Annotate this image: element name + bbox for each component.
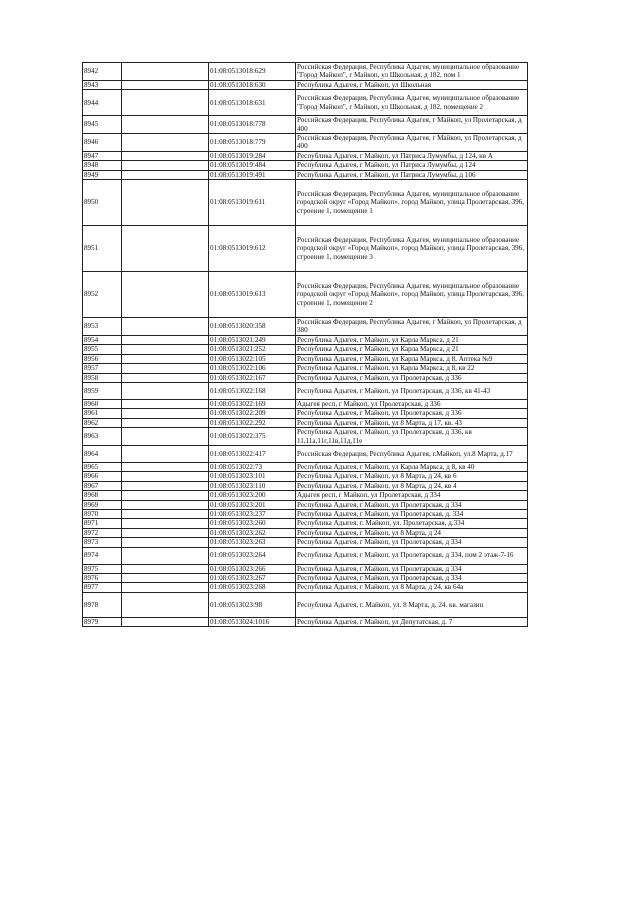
table-row [83, 272, 528, 318]
cadastral-number: 01:08:0513023:98 [209, 592, 296, 617]
table-row [83, 63, 528, 81]
row-number: 8962 [83, 418, 122, 427]
address-cell: Российская Федерация, Республика Адыгея, г Майкоп, ул Пролетарская, д 400 [296, 134, 528, 152]
row-number: 8943 [83, 80, 122, 89]
address-cell: Адыгея респ, г Майкоп, ул Пролетарская, д 334 [296, 491, 528, 500]
table-row [83, 226, 528, 272]
cadastral-number: 01:08:0513022:417 [209, 445, 296, 462]
row-number: 8968 [83, 491, 122, 500]
address-cell: Республика Адыгея, г Майкоп, ул Патриса Лумумбы, д 106 [296, 170, 528, 179]
empty-cell [122, 354, 209, 363]
empty-cell [122, 63, 209, 81]
empty-cell [122, 617, 209, 626]
empty-cell [122, 519, 209, 528]
empty-cell [122, 564, 209, 573]
empty-cell [122, 472, 209, 481]
address-cell: Республика Адыгея, г Майкоп, ул 8 Марта, д 24, кв 6 [296, 472, 528, 481]
cadastral-number: 01:08:0513023:260 [209, 519, 296, 528]
table-row [83, 134, 528, 152]
cadastral-number: 01:08:0513022:209 [209, 409, 296, 418]
row-number: 8954 [83, 335, 122, 344]
table-body [83, 63, 528, 627]
row-number: 8955 [83, 345, 122, 354]
empty-cell [122, 445, 209, 462]
row-number: 8948 [83, 161, 122, 170]
table-row [83, 373, 528, 382]
address-cell: Республика Адыгея, г Майкоп, ул Пролетарская, д 334 [296, 574, 528, 583]
table-row [83, 90, 528, 116]
address-cell: Республика Адыгея, г Майкоп, ул Пролетарская, д 336, кв 41-43 [296, 382, 528, 399]
cadastral-number: 01:08:0513019:284 [209, 151, 296, 160]
row-number: 8973 [83, 538, 122, 547]
row-number: 8963 [83, 428, 122, 446]
empty-cell [122, 528, 209, 537]
table-row [83, 574, 528, 583]
table-row [83, 364, 528, 373]
cadastral-number: 01:08:0513023:201 [209, 500, 296, 509]
address-cell: Республика Адыгея, г Майкоп, ул Депутатская, д. 7 [296, 617, 528, 626]
table-row [83, 519, 528, 528]
property-register-table [82, 62, 528, 627]
row-number: 8967 [83, 481, 122, 490]
row-number: 8957 [83, 364, 122, 373]
cadastral-number: 01:08:0513022:168 [209, 382, 296, 399]
cadastral-number: 01:08:0513023:237 [209, 509, 296, 518]
address-cell: Республика Адыгея, г Майкоп, ул Пролетарская, д 336, кв 11,11а,11г,11в,11д,11е [296, 428, 528, 446]
empty-cell [122, 382, 209, 399]
row-number: 8978 [83, 592, 122, 617]
row-number: 8942 [83, 63, 122, 81]
empty-cell [122, 399, 209, 408]
empty-cell [122, 373, 209, 382]
address-cell: Республика Адыгея, г Майкоп, ул Карла Маркса, д 21 [296, 335, 528, 344]
address-cell: Республика Адыгея, г Майкоп, ул Пролетарская, д 334, пом 2 этаж-7-16 [296, 547, 528, 564]
row-number: 8959 [83, 382, 122, 399]
address-cell: Республика Адыгея, г Майкоп, ул Карла Маркса, д 8, кв 40 [296, 462, 528, 471]
table-row [83, 80, 528, 89]
row-number: 8975 [83, 564, 122, 573]
cadastral-number: 01:08:0513018:778 [209, 116, 296, 134]
address-cell: Российская Федерация, Республика Адыгея, г Майкоп, ул Пролетарская, д 400 [296, 116, 528, 134]
row-number: 8969 [83, 500, 122, 509]
table-row [83, 509, 528, 518]
address-cell: Республика Адыгея, г. Майкоп, ул. 8 Марта, д. 24. кв. магазин [296, 592, 528, 617]
address-cell: Республика Адыгея, г Майкоп, ул 8 Марта, д 24 [296, 528, 528, 537]
cadastral-number: 01:08:0513022:105 [209, 354, 296, 363]
empty-cell [122, 180, 209, 226]
table-row [83, 180, 528, 226]
address-cell: Российская Федерация, Республика Адыгея, муниципальное образование городской округ «Город Майкоп», город Майкоп, улица Пролетарская, 396, строение 1, помещение 2 [296, 272, 528, 318]
row-number: 8976 [83, 574, 122, 583]
row-number: 8952 [83, 272, 122, 318]
empty-cell [122, 134, 209, 152]
cadastral-number: 01:08:0513018:629 [209, 63, 296, 81]
cadastral-number: 01:08:0513021:249 [209, 335, 296, 344]
address-cell: Республика Адыгея, г Майкоп, ул Пролетарская, д 336 [296, 373, 528, 382]
row-number: 8964 [83, 445, 122, 462]
address-cell: Российская Федерация, Республика Адыгея, муниципальное образование городской округ «Город Майкоп», город Майкоп, улица Пролетарская, 396, строение 1, помещение 1 [296, 180, 528, 226]
table-row [83, 318, 528, 336]
table-row [83, 409, 528, 418]
row-number: 8966 [83, 472, 122, 481]
address-cell: Республика Адыгея, г Майкоп, ул Пролетарская, д 334 [296, 500, 528, 509]
address-cell: Республика Адыгея, г Майкоп, ул Карла Маркса, д 8, кв 22 [296, 364, 528, 373]
address-cell: Республика Адыгея, г Майкоп, ул 8 Марта, д 24, кв 64а [296, 583, 528, 592]
empty-cell [122, 151, 209, 160]
address-cell: Республика Адыгея, г Майкоп, ул 8 Марта, д 17, кв. 43 [296, 418, 528, 427]
empty-cell [122, 80, 209, 89]
table-row [83, 500, 528, 509]
cadastral-number: 01:08:0513018:631 [209, 90, 296, 116]
cadastral-number: 01:08:0513022:169 [209, 399, 296, 408]
table-row [83, 345, 528, 354]
address-cell: Республика Адыгея, г Майкоп, ул Карла Маркса, д 8, Аптека №9 [296, 354, 528, 363]
empty-cell [122, 481, 209, 490]
address-cell: Адыгея респ, г Майкоп, ул Пролетарская, д 336 [296, 399, 528, 408]
cadastral-number: 01:08:0513018:630 [209, 80, 296, 89]
table-row [83, 491, 528, 500]
cadastral-number: 01:08:0513019:613 [209, 272, 296, 318]
cadastral-number: 01:08:0513023:264 [209, 547, 296, 564]
table-row [83, 538, 528, 547]
cadastral-number: 01:08:0513022:375 [209, 428, 296, 446]
empty-cell [122, 418, 209, 427]
row-number: 8950 [83, 180, 122, 226]
cadastral-number: 01:08:0513023:110 [209, 481, 296, 490]
empty-cell [122, 335, 209, 344]
cadastral-number: 01:08:0513021:252 [209, 345, 296, 354]
table-row [83, 445, 528, 462]
address-cell: Республика Адыгея, г Майкоп, ул Школьная [296, 80, 528, 89]
table-row [83, 170, 528, 179]
table-row [83, 547, 528, 564]
table-row [83, 428, 528, 446]
row-number: 8977 [83, 583, 122, 592]
table-row [83, 472, 528, 481]
address-cell: Республика Адыгея, г Майкоп, ул Патриса Лумумбы, д 124 [296, 161, 528, 170]
row-number: 8944 [83, 90, 122, 116]
cadastral-number: 01:08:0513019:484 [209, 161, 296, 170]
cadastral-number: 01:08:0513023:266 [209, 564, 296, 573]
table-row [83, 592, 528, 617]
cadastral-number: 01:08:0513023:263 [209, 538, 296, 547]
table-row [83, 564, 528, 573]
cadastral-number: 01:08:0513022:106 [209, 364, 296, 373]
row-number: 8953 [83, 318, 122, 336]
empty-cell [122, 318, 209, 336]
cadastral-number: 01:08:0513023:200 [209, 491, 296, 500]
empty-cell [122, 409, 209, 418]
row-number: 8965 [83, 462, 122, 471]
cadastral-number: 01:08:0513019:611 [209, 180, 296, 226]
table-row [83, 382, 528, 399]
address-cell: Республика Адыгея, г Майкоп, ул Пролетарская, д 336 [296, 409, 528, 418]
empty-cell [122, 583, 209, 592]
empty-cell [122, 90, 209, 116]
table-row [83, 462, 528, 471]
address-cell: Республика Адыгея, г Майкоп, ул Пролетарская, д 334 [296, 564, 528, 573]
cadastral-number: 01:08:0513022:73 [209, 462, 296, 471]
empty-cell [122, 592, 209, 617]
empty-cell [122, 547, 209, 564]
cadastral-number: 01:08:0513022:167 [209, 373, 296, 382]
row-number: 8945 [83, 116, 122, 134]
table-row [83, 151, 528, 160]
empty-cell [122, 574, 209, 583]
table-row [83, 116, 528, 134]
empty-cell [122, 226, 209, 272]
table-row [83, 617, 528, 626]
address-cell: Республика Адыгея, г Майкоп, ул Пролетарская, д 334 [296, 538, 528, 547]
address-cell: Республика Адыгея, г Майкоп, ул 8 Марта, д 24, кв 4 [296, 481, 528, 490]
cadastral-number: 01:08:0513024:1016 [209, 617, 296, 626]
address-cell: Российская Федерация, Республика Адыгея, г Майкоп, ул Пролетарская, д 380 [296, 318, 528, 336]
cadastral-number: 01:08:0513023:268 [209, 583, 296, 592]
row-number: 8960 [83, 399, 122, 408]
empty-cell [122, 161, 209, 170]
address-cell: Российская Федерация, Республика Адыгея, муниципальное образование "Город Майкоп", г Майкоп, ул Школьная, д 182, пом 1 [296, 63, 528, 81]
empty-cell [122, 116, 209, 134]
address-cell: Российская Федерация, Республика Адыгея, г.Майкоп, ул.8 Марта, д.17 [296, 445, 528, 462]
table-row [83, 528, 528, 537]
cadastral-number: 01:08:0513022:292 [209, 418, 296, 427]
empty-cell [122, 500, 209, 509]
empty-cell [122, 272, 209, 318]
address-cell: Республика Адыгея, г Майкоп, ул Пролетарская, д. 334 [296, 509, 528, 518]
empty-cell [122, 491, 209, 500]
cadastral-number: 01:08:0513019:491 [209, 170, 296, 179]
empty-cell [122, 538, 209, 547]
empty-cell [122, 345, 209, 354]
table-row [83, 583, 528, 592]
address-cell: Российская Федерация, Республика Адыгея, муниципальное образование "Город Майкоп", г Майкоп, ул Школьная, д 182, помещение 2 [296, 90, 528, 116]
table-row [83, 161, 528, 170]
empty-cell [122, 462, 209, 471]
table-row [83, 335, 528, 344]
row-number: 8979 [83, 617, 122, 626]
row-number: 8947 [83, 151, 122, 160]
empty-cell [122, 170, 209, 179]
table-row [83, 399, 528, 408]
table-row [83, 418, 528, 427]
cadastral-number: 01:08:0513023:262 [209, 528, 296, 537]
cadastral-number: 01:08:0513018:779 [209, 134, 296, 152]
table-row [83, 354, 528, 363]
address-cell: Республика Адыгея, г Майкоп, ул Карла Маркса, д 21 [296, 345, 528, 354]
row-number: 8972 [83, 528, 122, 537]
row-number: 8949 [83, 170, 122, 179]
address-cell: Российская Федерация, Республика Адыгея, муниципальное образование городской округ «Город Майкоп», город Майкоп, улица Пролетарская, 396, строение 1, помещение 3 [296, 226, 528, 272]
row-number: 8946 [83, 134, 122, 152]
cadastral-number: 01:08:0513020:358 [209, 318, 296, 336]
row-number: 8956 [83, 354, 122, 363]
table-row [83, 481, 528, 490]
cadastral-number: 01:08:0513019:612 [209, 226, 296, 272]
cadastral-number: 01:08:0513023:101 [209, 472, 296, 481]
address-cell: Республика Адыгея, г Майкоп, ул Патриса Лумумбы, д 124, кв А [296, 151, 528, 160]
empty-cell [122, 428, 209, 446]
row-number: 8958 [83, 373, 122, 382]
address-cell: Республика Адыгея, г. Майкоп, ул. Пролетарская, д.334 [296, 519, 528, 528]
empty-cell [122, 364, 209, 373]
row-number: 8970 [83, 509, 122, 518]
row-number: 8961 [83, 409, 122, 418]
row-number: 8971 [83, 519, 122, 528]
row-number: 8951 [83, 226, 122, 272]
row-number: 8974 [83, 547, 122, 564]
empty-cell [122, 509, 209, 518]
cadastral-number: 01:08:0513023:267 [209, 574, 296, 583]
